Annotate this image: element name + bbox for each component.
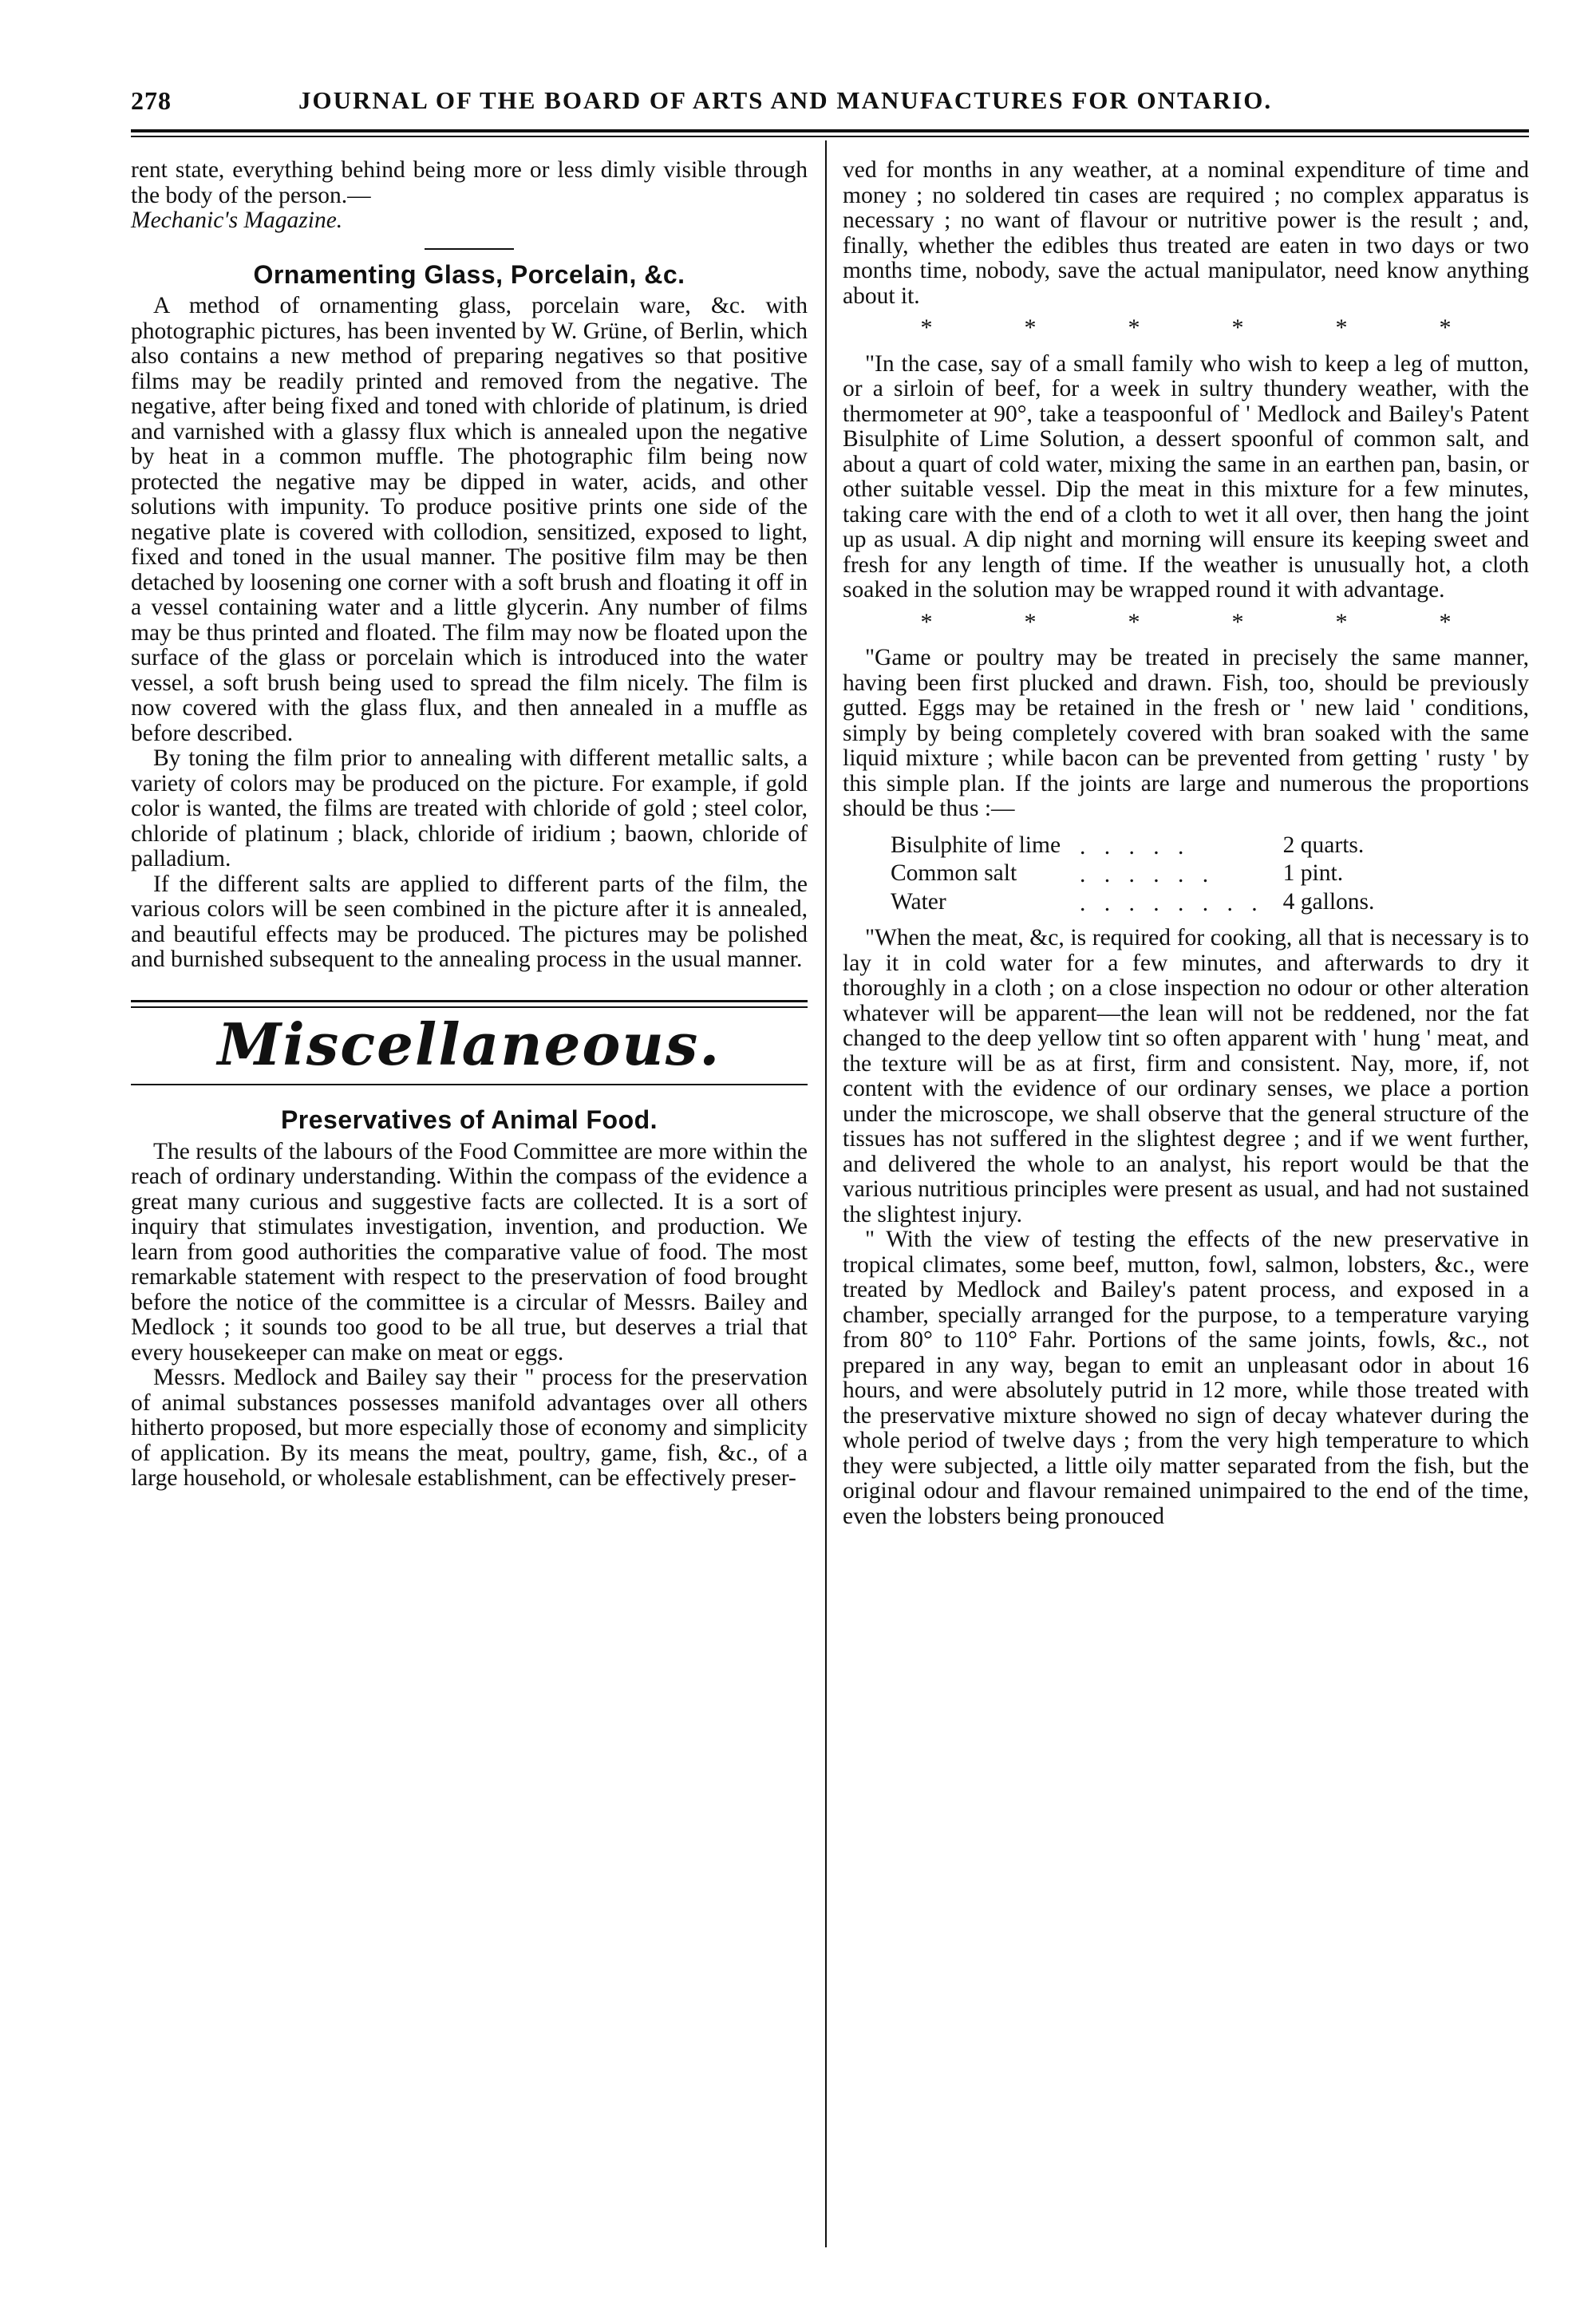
article-heading: Preservatives of Animal Food. bbox=[280, 1105, 658, 1134]
intro-text: rent state, everything behind being more or less dimly visible through the body of the person.— bbox=[131, 157, 808, 208]
article-paragraph: "When the meat, &c, is required for cooking, all that is necessary is to lay it in cold water for a few minutes, and afterwards to dry it thoroughly in a cloth ; on a close inspection no odour or other alteration whatever will be apparent—the lean will not be reddened, nor the fat changed to the deep yellow tint so often apparent with ' hung ' meat, and the texture will be as at first, firm and consistent. Nay, more, if, not content with the evidence of our ordinary senses, we place a portion under the microscope, we shall observe that the general structure of the tissues has not suffered in the slightest degree ; and if we went further, and delivered the whole to an analyst, his report would be that the various nutritious principles were present as usual, and had not sustained the slightest injury. bbox=[843, 925, 1529, 1227]
article-paragraph: By toning the film prior to annealing with different metallic salts, a variety of colors may be produced on the picture. For example, if gold color is wanted, the films are treated with chloride of gold ; steel color, chloride of platinum ; black, chloride of iridium ; baown, chloride of palladium. bbox=[131, 745, 808, 871]
table-row bbox=[891, 833, 1374, 862]
asterisk: * bbox=[1128, 608, 1140, 635]
column-divider bbox=[825, 140, 827, 2247]
table-row bbox=[891, 861, 1374, 890]
asterisk: * bbox=[1024, 608, 1037, 635]
asterisk: * bbox=[920, 608, 933, 635]
asterisk: * bbox=[1128, 314, 1140, 341]
asterisk: * bbox=[1024, 314, 1037, 341]
article-paragraph: "In the case, say of a small family who wish to keep a leg of mutton, or a sirloin of beef, for a week in sultry thundery weather, with the thermometer at 90°, take a teaspoonful of ' Medlock and Bailey's Patent Bisulphite of Lime Solution, a dessert spoonful of common salt, and about a quart of cold water, mixing the same in an earthen pan, basin, or other suitable vessel. Dip the meat in this mixture for a few minutes, taking care with the end of a cloth to wet it all over, then hang the joint up as usual. A dip night and morning will ensure its keeping sweet and fresh for any length of time. If the weather is unusually hot, a cloth soaked in the solution may be wrapped round it with advantage. bbox=[843, 350, 1529, 603]
page-number: 278 bbox=[131, 86, 172, 115]
source-citation: Mechanic's Magazine. bbox=[131, 207, 343, 233]
table-row bbox=[891, 890, 1374, 919]
asterisk: * bbox=[920, 314, 933, 341]
leader-dots: . . . . . . bbox=[1080, 862, 1215, 887]
section-rule-below bbox=[131, 1084, 808, 1085]
article-paragraph: Messrs. Medlock and Bailey say their " process for the preservation of animal substances possesses manifold advantages over all others hitherto proposed, but more especially those of economy and simplicity of application. By its means the meat, poultry, game, fish, &c., of a large household, or wholesale establishment, can be effectively preser- bbox=[131, 1365, 808, 1491]
proportion-item: Common salt bbox=[891, 860, 1017, 886]
asterisk: * bbox=[1335, 314, 1348, 341]
article-paragraph: " With the view of testing the effects of the new preservative in tropical climates, some beef, mutton, fowl, salmon, lobsters, &c., were treated by Medlock and Bailey's patent process, and exposed in a chamber, specially arranged for the purpose, to a temperature varying from 80° to 110° Fahr. Portions of the same joints, fowls, &c., not prepared in any way, began to emit an unpleasant odor in about 16 hours, and were absolutely putrid in 12 more, while those treated with the preservative mixture showed no sign of decay whatever during the whole period of twelve days ; from the very high temperature to which they were subjected, a little oily matter separated from the fish, but the original odour and flavour remained unimpaired to the end of the time, even the lobsters being pronouced bbox=[843, 1227, 1529, 1529]
header-rule-thin bbox=[131, 136, 1529, 137]
asterisk: * bbox=[1439, 608, 1452, 635]
continued-paragraph bbox=[131, 158, 808, 234]
section-rule bbox=[131, 1000, 808, 1002]
asterisk: * bbox=[1231, 608, 1244, 635]
short-divider bbox=[425, 248, 514, 250]
article-paragraph: The results of the labours of the Food Committee are more within the reach of ordinary understanding. Within the compass of the evidence a great many curious and suggestive facts are collected. It is a sort of inquiry that stimulates investigation, invention, and production. We learn from good authorities the comparative value of food. The most remarkable statement with respect to the preservation of food brought before the notice of the committee is a circular of Messrs. Bailey and Medlock ; it sounds too good to be all true, but deserves a trial that every housekeeper can make on meat or eggs. bbox=[131, 1138, 808, 1365]
proportions-table bbox=[891, 833, 1374, 919]
article-heading: Ornamenting Glass, Porcelain, &c. bbox=[253, 259, 685, 289]
proportion-amount: 4 gallons. bbox=[1282, 888, 1375, 915]
article-paragraph: A method of ornamenting glass, porcelain ware, &c. with photographic pictures, has been invented by W. Grüne, of Berlin, which also contains a new method of preparing negatives so that positive films may be readily printed and removed from the negative. The negative, after being fixed and toned with chloride of platinum, is dried and varnished with a glassy flux which is annealed upon the negative by heat in a common muffle. The photographic film being now protected the negative may be dipped in water, acids, and other solutions with impunity. To produce positive prints one side of the negative plate is covered with collodion, sensitized, exposed to light, fixed and toned in the usual manner. The positive film may be then detached by loosening one corner with a soft brush and floating it off in a vessel containing water and a little glycerin. Any number of films may be thus printed and floated. The film may now be floated upon the surface of the glass or porcelain which is introduced into the water vessel, a soft brush being used to spread the film nicely. The film is now covered with the glass flux, and then annealed in a muffle as before described. bbox=[131, 293, 808, 746]
header-rule bbox=[131, 129, 1529, 132]
asterisk-break bbox=[875, 610, 1497, 635]
proportion-item: Bisulphite of lime bbox=[891, 832, 1061, 858]
left-column bbox=[131, 158, 808, 2249]
asterisk: * bbox=[1335, 608, 1348, 635]
proportion-amount: 2 quarts. bbox=[1282, 832, 1365, 858]
proportion-amount: 1 pint. bbox=[1282, 860, 1344, 886]
leader-dots: . . . . . bbox=[1080, 833, 1191, 860]
proportion-item: Water bbox=[891, 888, 946, 915]
leader-dots: . . . . . . . . bbox=[1080, 890, 1264, 916]
asterisk: * bbox=[1231, 314, 1244, 341]
section-rule-thin bbox=[131, 1006, 808, 1008]
running-title: JOURNAL OF THE BOARD OF ARTS AND MANUFACTURES FOR ONTARIO. bbox=[298, 86, 1273, 114]
article-paragraph: If the different salts are applied to different parts of the film, the various colors will be seen combined in the picture after it is annealed, and beautiful effects may be produced. The pictures may be polished and burnished subsequent to the annealing process in the usual manner. bbox=[131, 871, 808, 972]
section-title: Miscellaneous. bbox=[217, 1010, 721, 1078]
right-column bbox=[843, 158, 1529, 2249]
asterisk-break bbox=[875, 315, 1497, 341]
article-paragraph: "Game or poultry may be treated in precisely the same manner, having been first plucked and drawn. Fish, too, should be previously gutted. Eggs may be retained in the fresh or ' new laid ' conditions, simply by being completely covered with bran soaked with the same liquid mixture ; while bacon can be prevented from getting ' rusty ' by this simple plan. If the joints are large and numerous the proportions should be thus :— bbox=[843, 645, 1529, 821]
asterisk: * bbox=[1439, 314, 1452, 341]
continued-paragraph: ved for months in any weather, at a nominal expenditure of time and money ; no soldered tin cases are required ; no complex apparatus is necessary ; no want of flavour or nutritive power is the result ; and, finally, whether the edibles thus treated are eaten in two days or two months time, nobody, save the actual manipulator, need know anything about it. bbox=[843, 157, 1529, 309]
page-header bbox=[131, 86, 1529, 123]
